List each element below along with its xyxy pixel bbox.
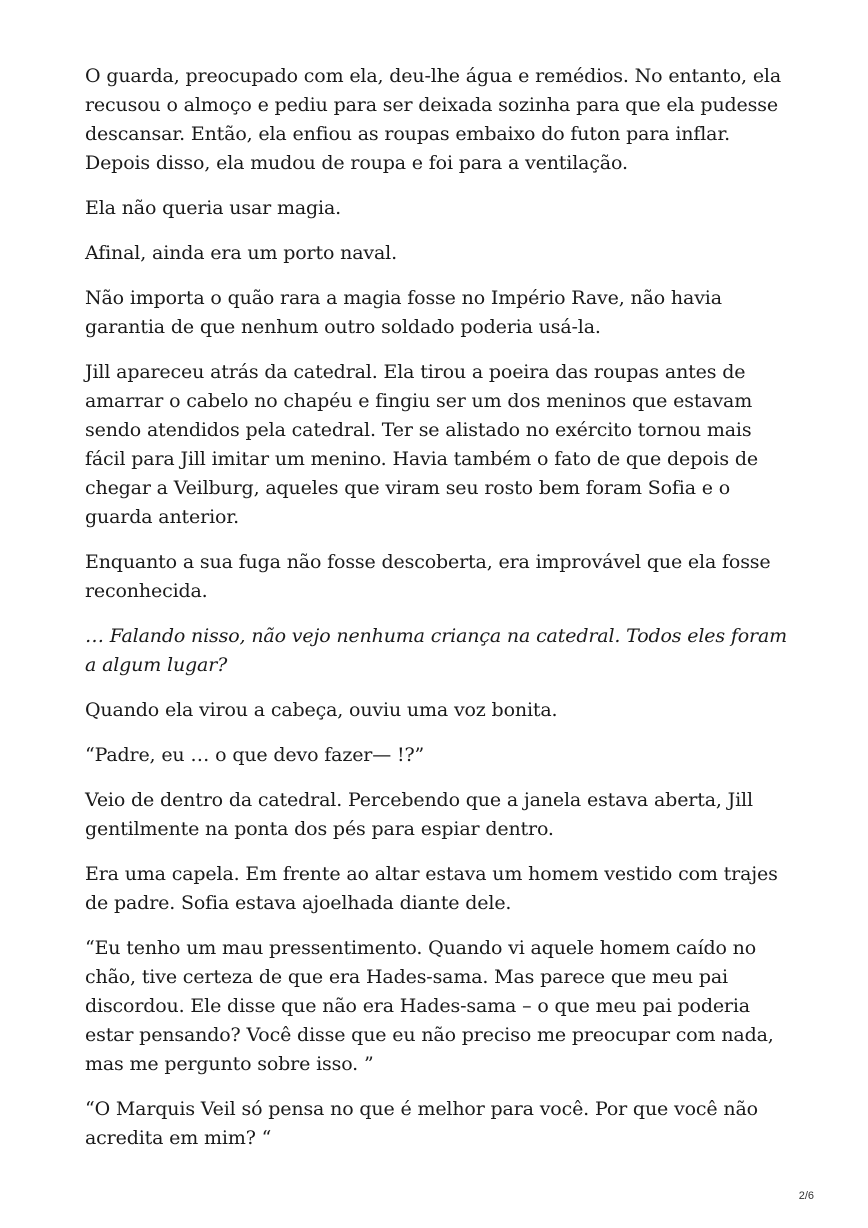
paragraph-13-dialogue: “O Marquis Veil só pensa no que é melhor para você. Por que você não acredita em mim? “ [85,1098,758,1149]
paragraph-8: Quando ela virou a cabeça, ouviu uma voz bonita. [85,699,558,721]
paragraph-5: Jill apareceu atrás da catedral. Ela tirou a poeira das roupas antes de amarrar o cabelo no chapéu e fingiu ser um dos meninos que estavam sendo atendidos pela catedral. Ter se alistado no exército tornou mais fácil para Jill imitar um menino. Havia também o fato de que depois de chegar a Veilburg, aqueles que viram seu rosto bem foram Sofia e o guarda anterior. [85,361,758,528]
paragraph-11: Era uma capela. Em frente ao altar estava um homem vestido com trajes de padre. Sofia estava ajoelhada diante dele. [85,863,778,914]
paragraph-7-thought: … Falando nisso, não vejo nenhuma criança na catedral. Todos eles foram a algum lugar? [85,625,788,676]
document-page [85,62,795,1169]
paragraph-9-dialogue: “Padre, eu … o que devo fazer— !?” [85,744,425,766]
paragraph-3: Afinal, ainda era um porto naval. [85,242,397,264]
paragraph-12-dialogue: “Eu tenho um mau pressentimento. Quando vi aquele homem caído no chão, tive certeza de que era Hades-sama. Mas parece que meu pai discordou. Ele disse que não era Hades-sama – o que meu pai poderia estar pensando? Você disse que eu não preciso me preocupar com nada, mas me pergunto sobre isso. ” [85,937,774,1075]
page-number: 2/6 [798,1190,814,1202]
paragraph-4: Não importa o quão rara a magia fosse no Império Rave, não havia garantia de que nenhum outro soldado poderia usá-la. [85,287,722,338]
paragraph-1: O guarda, preocupado com ela, deu-lhe água e remédios. No entanto, ela recusou o almoço e pediu para ser deixada sozinha para que ela pudesse descansar. Então, ela enfiou as roupas embaixo do futon para inflar. Depois disso, ela mudou de roupa e foi para a ventilação. [85,65,782,174]
paragraph-10: Veio de dentro da catedral. Percebendo que a janela estava aberta, Jill gentilmente na ponta dos pés para espiar dentro. [85,789,753,840]
paragraph-2: Ela não queria usar magia. [85,197,342,219]
paragraph-6: Enquanto a sua fuga não fosse descoberta, era improvável que ela fosse reconhecida. [85,551,771,602]
